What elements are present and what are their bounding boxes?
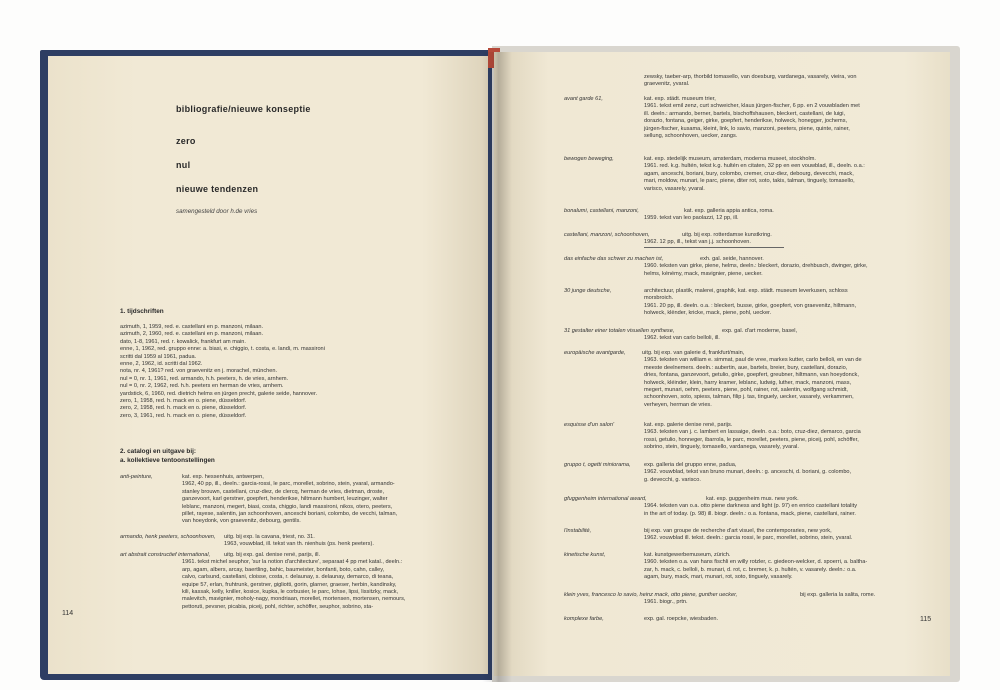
entry-label: komplexe farbe, [564,616,604,622]
entry-body: 1960. teksten van girke, piene, helms, deeln.: bleckert, dorazio, drehbusch, dwinger, girke, helms, kénémy, mack, mavignier, piene, uecker. [644,263,868,277]
list-item: enne, 2, 1962, id. scritti dal 1962. [120,361,203,368]
entry-label: kinetische kunst, [564,552,606,558]
entry-body: uitg. bij exp. van galerie d, frankfurt/main, [642,350,745,356]
entry-label: art abstrait constructief international, [120,552,211,558]
right-page [494,52,950,676]
list-item: nul = 0, nr. 2, 1962, red. h.h. peeters en herman de vries, arnhem. [120,383,284,390]
heading-nul: nul [176,160,191,170]
list-item: scritti dal 1959 al 1961, padua. [120,353,197,360]
compiler-credit: samengesteld door h.de vries [176,208,258,215]
list-item: nul = 0, nr. 1, 1961, red. armando, h.h. peeters, h. de vries, arnhem. [120,375,289,382]
entry-label: avant garde 61, [564,96,603,102]
list-item: zero, 3, 1961, red. h. mack en o. piene, düsseldorf. [120,412,247,419]
entry-label: das einfache das schwer zu machen ist, [564,256,664,262]
entry-body: bij exp. van groupe de recherche d'art visuel, the contemporaries, new york, 1962. vouwblad ill. tekst. deeln.: garcia rossi, le parc, morellet, sobrino, stein, yvaral. [644,528,853,542]
entry-label: gfuggenheim international award, [564,496,647,502]
entry-label: castellani, manzoni, schoonhoven, [564,232,650,238]
entry-body: exp. gal. d'art moderne, basel, [722,328,798,334]
entry-label: esquisse d'un salon' [564,422,615,428]
entry-label: klein yves, francesco lo savio, heinz mack, otto piene, gunther uecker, [564,592,738,598]
heading-zero: zero [176,136,196,146]
entry-label: l'instabilité, [564,528,592,534]
list-item: yardstick, 6, 1960, red. dietrich helms en jürgen precht, galerie seide, hannover. [120,390,318,397]
entry-body: bij exp. galleria la salita, rome. [800,592,876,598]
entry-body: 1963. teksten van william e. simmat, paul de vree, markes kutter, carlo belloli, en van de meeste deelnemers. deeln.: aubertin, aue, bartels, breier, bury, castellani, dorazio, dries, fontana, ganzevoort, getulio, girke, goepfert, greubner, hiltmann, van hoeydonck, holweck, kléinder, klein, harry kramer, leblanc, ludwig, luther, mack, manzoni, mass, megert, munari, oehm, peeters, piene, pohl, rainer, rot, salentin, wolfgang schmidt, schoonhoven, soto, spiess, talman, filip j. tas, tinguely, uecker, vasarely, verkammen, verheyen, herman de vries. [644,357,862,408]
entry-label: 31 gestalter einer totalen visuellen synthese, [564,328,675,334]
list-item: zero, 2, 1958, red. h. mack en o. piene, düsseldorf. [120,405,247,412]
entry-body: kat. exp. stedelijk museum, amsterdam, moderna museet, stockholm. 1961. red. k.g. hultén, tekst k.g. hultén en citaten, 32 pp en een vouwblad, ill., deeln. o.a.: agam, anceschi, boriani, bury, colombo, cremer, cruz-diez, debourg, devecchi, mack, mari, moldow, munari, le parc, piene, diter rot, soto, takis, talman, tinguely, tomasello, varisco, vasarely, yvaral. [644,156,865,192]
entry-body: kat. kunstgewerbemuseum, zürich. 1960. teksten o.a. van hans fischli en willy rotzler, c. giedeon-welcker, d. spoerri, a. baltha- zar, h. mack, c. belloli, b. munari, d. rot, c. bremer, k. p. hultén, v. vasarely. deeln.: o.a. agam, bury, mack, mari, munari, rot, soto, tinguely, vasarely. [644,552,868,581]
entry-body: kat. exp. galerie denise rené, parijs. 1963. teksten van j. c. lambert en lassaige, deeln. o.a.: boto, cruz-diez, demarco, garcia rossi, getulio, honneger, ibarrola, le parc, morellet, peeters, piene, piceij, pohl, schöffer, sobrino, stein, tinguely, tomasello, vardanega, vasarely, yvaral. [644,422,861,451]
entry-body: kat. exp. guggenheim mus. new york. [706,496,799,502]
list-item: nota, nr. 4, 1961? red. von graevenitz en j. morachel, münchen. [120,368,278,375]
book-spine-shadow [482,52,512,682]
entry-label: 30 junge deutsche, [564,288,612,294]
page-number-left: 114 [62,610,74,617]
hand-underline [644,247,784,248]
entry-body: 1964. teksten van o.a. otto piene darkness and light (p. 97) en enrico castellani totality in the art of today. (p. 98) ill. biogr. deeln.: o.a. fontana, mack, piene, castellani, rainer. [644,503,858,517]
entry-body: exp. galleria del gruppo enne, padua, 1962. vouwblad, tekst van bruno munari, deeln.: g. anceschi, d. boriani, g. colombo, g. devecchi, g. varisco. [644,462,852,483]
entry-body: uitg. bij exp. la cavana, triest, no. 31. 1963, vouwblad, ill. tekst van th. nienhuis (ps. henk peeters). [224,534,374,548]
entry-body: 1962. 12 pp, ill., tekst van j.j. schoonhoven. [644,239,751,246]
entry-body: kat. exp. galleria appia antica, roma. [684,208,774,214]
list-item: azimuth, 1, 1959, red. e. castellani en p. manzoni, milaan. [120,324,264,330]
list-item: enne, 1, 1962, red. gruppo enne: a. biasi, e. chiggio, t. costa, e. landi, m. massironi [120,346,325,353]
entry-body: 1961. biogr., prtn. [644,599,688,606]
left-page [48,56,488,674]
entry-body: exp. gal. roepcke, wiesbaden. [644,616,719,622]
entry-body: 1961. tekst michel seuphor, 'sur la notion d'architecture', separaat 4 pp met katal., deeln.: arp, agam, albers, arcay, baertling, bahic, baumeister, bonfanti, boto, cahn, calley, calvo, carlsund, castellani, cloisse, costa, r. delaunay, s. delaunay, demarco, di teana, equipe 57, erlan, fruhtrunk, gerstner, gigliotti, gorin, glarner, graeser, herbin, kandinsky, kili, kassak, kelly, kniller, kosice, kupka, le corbusier, le parc, lohse, lipsi, lissitzky, mack, malevitch, mavignier, moholy-nagy, mondriaan, morellet, mortensen, mortensen, nemours, pettoruti, pevsner, picabia, piceij, pohl, richter, schöffer, seuphor, sobrino, sta- [182,559,406,610]
entry-body: uitg. bij exp. gal. denise rené, parijs, ill. [224,552,321,558]
list-item: dato, 1-8, 1961, red. r. kowalick, frankfurt am main. [120,338,246,345]
entry-body: exh. gal. seide, hannover. [700,256,764,262]
entry-label: europäische avantgarde, [564,350,626,356]
entry-label: bewogen beweging, [564,156,614,162]
entry-body: 1962. tekst van carlo belloli, ill. [644,335,720,342]
list-item: azimuth, 2, 1960, red. e. castellani en p. manzoni, milaan. [120,331,264,338]
entry-body: 1959. tekst van leo paolazzi, 12 pp, ill. [644,215,739,222]
entry-label: anti-peinture, [120,474,153,480]
entry-body: kat. exp. städt. museum trier, 1961. tekst emil zenz, curt schweicher, klaus jürgen-fischer, 6 pp. en 2 vouwbladen met ill. deeln.: armando, berner, bartels, bischoffshausen, bleckert, castellani, de luigi, dorazio, fontana, geiger, girke, goepfert, henderikse, holweck, honegger, jochems, jürgen-fischer, kusama, kleint, link, lo savio, manzoni, peeters, piene, quinte, rainer, sellung, schoonhoven, uecker, zangs. [644,96,860,140]
section-2-heading: 2. catalogi en uitgave bij: [120,448,196,455]
page-number-right: 115 [920,616,932,623]
entry-label: bonalumi, castellani, manzoni, [564,208,639,214]
heading-nieuwe-tendenzen: nieuwe tendenzen [176,184,259,194]
entry-body: kat. exp. hessenhuis, antwerpen, 1962, 40 pp, ill., deeln.: garcia-rossi, le parc, morellet, sobrino, stein, yvaral, armando- stanley brouwn, castellani, cruz-diez, de clercq, herman de vries, dietman, droste, ganzevoort, karl gerstner, goepfert, henderikse, hiltmann humbert, leuzinger, walter leblanc, manzoni, megert, biasi, costa, chiggio, landi massironi, nikos, otero, peeters, pillet, rayese, salentin, jan schoonhoven, anceschi boriani, colombo, de vecchi, talman, van hoeydonk, von graevenitz, debourg, gentils. [182,474,398,525]
list-item: zero, 1, 1958, red. h. mack en o. piene, düsseldorf. [120,398,247,405]
entry-label: armando, henk peeters, schoonhoven, [120,534,216,540]
section-2a-heading: a. kollektieve tentoonstellingen [120,457,215,464]
entry-body: architectuur, plastik, malerei, graphik, kat. exp. städt. museum leverkusen, schloss morsbroich. 1961. 20 pp, ill. deeln. o.a. : bleckert, busse, girke, goepfert, von graevenitz, hiltmann, holweck, klënder, kricke, mack, piene, pohl, uecker. [644,288,857,317]
section-1-list [120,324,325,420]
entry-body: uitg. bij exp. rotterdamse kunstkring. [682,232,772,238]
page-title: bibliografie/nieuwe konseptie [176,104,311,114]
continued-text: zewsky, taeber-arp, thorbild tomasello, van doesburg, vardanega, vasarely, vieira, von graevenitz, yvaral. [644,74,857,88]
section-1-heading: 1. tijdschriften [120,308,164,315]
entry-label: gruppo t, ogetti miniorama, [564,462,631,468]
